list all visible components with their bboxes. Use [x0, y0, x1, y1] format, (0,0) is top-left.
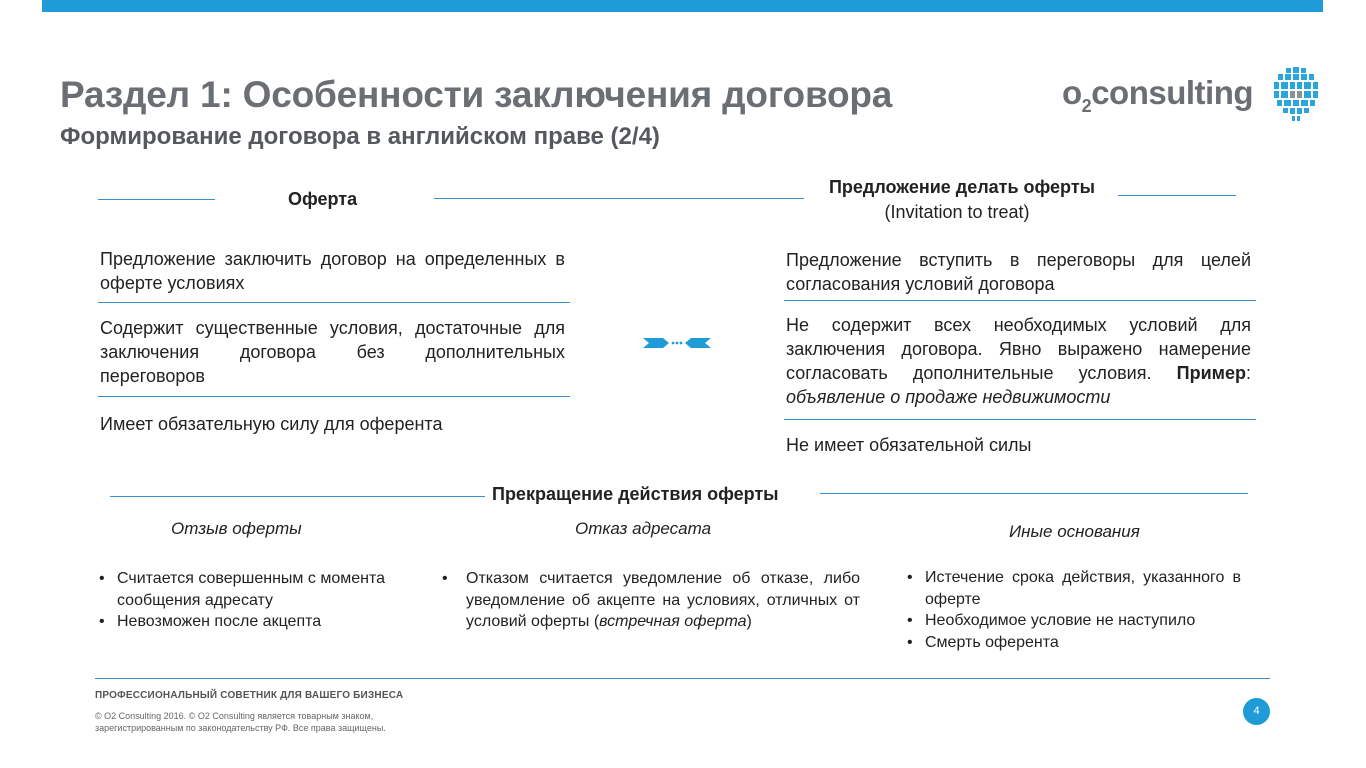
col3-list [903, 567, 1241, 653]
col2-bullet: • [442, 570, 448, 587]
list-item: • Необходимое условие не наступило [903, 610, 1241, 632]
invitation-item-2: Не содержит всех необходимых условий для заключения договора. Явно выражено намерение согласовать дополнительные условия. [786, 315, 1251, 383]
logo-prefix: o [1062, 74, 1082, 111]
offer-heading: Оферта [288, 189, 358, 209]
top-accent-bar [42, 0, 1323, 12]
col2-text: Отказом считается уведомление об отказе, либо уведомление об акцепте на условиях, отличных от условий оферты ( [466, 570, 860, 630]
invitation-heading: Предложение делать оферты [828, 177, 1096, 197]
logo-suffix: consulting [1091, 74, 1254, 111]
footer-divider [95, 678, 1270, 679]
right-heading-line [1118, 195, 1236, 196]
heading-line-middle [434, 198, 804, 199]
left-heading-line-left [98, 199, 215, 200]
col2-title: Отказ адресата [575, 519, 712, 538]
offer-item-2: Содержит существенные условия, достаточные для заключения договора без дополнительных переговоров [100, 318, 565, 386]
right-divider-1 [784, 300, 1256, 301]
globe-logo-icon [1272, 66, 1320, 122]
page-subtitle: Формирование договора в английском праве (2/4) [60, 123, 660, 150]
termination-line-left [110, 496, 485, 497]
example-colon: : [1245, 363, 1251, 383]
col2-block [440, 568, 860, 633]
invitation-item-3: Не имеет обязательной силы [786, 435, 1032, 455]
invitation-item-2-block [786, 313, 1251, 385]
page-title: Раздел 1: Особенности заключения договора [60, 74, 893, 115]
list-item: • Истечение срока действия, указанного в оферте [903, 567, 1241, 610]
invitation-item-1: Предложение вступить в переговоры для целей согласования условий договора [786, 250, 1251, 294]
col2-text-block [466, 568, 860, 633]
invitation-subheading: (Invitation to treat) [884, 202, 1030, 222]
example-text: объявление о продаже недвижимости [786, 387, 1111, 407]
left-divider-1 [98, 302, 570, 303]
page-number: 4 [1243, 698, 1270, 725]
company-logo [1062, 74, 1253, 117]
bidirectional-arrow-icon [643, 336, 711, 350]
invitation-heading-block [812, 177, 1112, 223]
col2-text-end: ) [746, 613, 752, 630]
offer-item-1: Предложение заключить договор на определенных в оферте условиях [100, 249, 565, 293]
logo-subscript: 2 [1081, 96, 1092, 116]
right-divider-2 [784, 419, 1256, 420]
footer-copyright: © O2 Consulting 2016. © O2 Consulting является товарным знаком, зарегистрированным по законодательству РФ. Все права защищены. [95, 711, 386, 733]
col3-title: Иные основания [1009, 522, 1140, 541]
offer-item-3: Имеет обязательную силу для оферента [100, 414, 443, 434]
footer-tagline: ПРОФЕССИОНАЛЬНЫЙ СОВЕТНИК ДЛЯ ВАШЕГО БИЗНЕСА [95, 690, 404, 701]
termination-heading: Прекращение действия оферты [492, 484, 779, 504]
left-divider-2 [98, 396, 570, 397]
col1-title: Отзыв оферты [171, 519, 302, 538]
list-item: • Невозможен после акцепта [95, 611, 435, 633]
list-item: • Считается совершенным с момента сообщения адресату [95, 568, 435, 611]
col2-italic: встречная оферта [599, 613, 747, 630]
termination-line-right [820, 493, 1248, 494]
example-label: Пример [1176, 363, 1246, 383]
col1-list [95, 568, 435, 633]
list-item: • Смерть оферента [903, 632, 1241, 654]
